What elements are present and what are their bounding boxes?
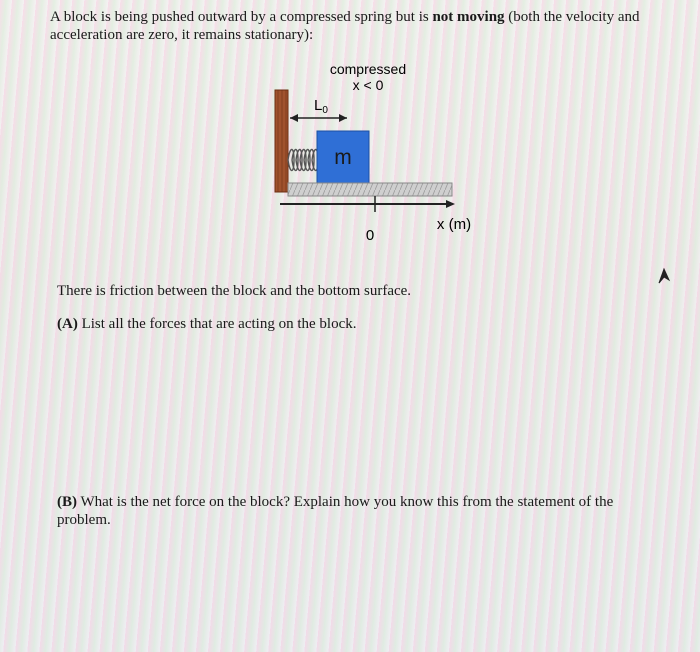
mouse-pointer-icon [657, 268, 671, 284]
friction-statement: There is friction between the block and the bottom surface. [57, 283, 412, 299]
compressed-label: compressed [329, 61, 407, 77]
floor-surface [288, 183, 452, 196]
spring-block-diagram [265, 58, 495, 248]
condition-label: x < 0 [352, 77, 384, 93]
intro-text-start: A block is being pushed outward by a compressed spring but is [50, 9, 433, 25]
part-a-question [57, 315, 356, 333]
wall [275, 90, 288, 192]
part-b-text: What is the net force on the block? Explain how you know this from the statement of the problem. [57, 494, 614, 528]
part-b-label: (B) [57, 494, 77, 510]
origin-label: 0 [365, 227, 375, 244]
spring [288, 150, 318, 171]
x-axis [280, 196, 455, 212]
axis-label: x (m) [436, 216, 472, 233]
part-a-label: (A) [57, 316, 78, 332]
part-a-text: List all the forces that are acting on the block. [77, 316, 357, 332]
part-b-question [57, 493, 657, 529]
length-arrow [290, 114, 347, 122]
diagram-svg [265, 58, 495, 248]
block-mass-label: m [334, 146, 352, 169]
length-label: $L_0$ [314, 97, 328, 116]
problem-statement [50, 8, 670, 44]
intro-text-end: (both the velocity and acceleration are zero, it remains stationary): [50, 9, 640, 43]
intro-emphasis: not moving [432, 9, 505, 25]
